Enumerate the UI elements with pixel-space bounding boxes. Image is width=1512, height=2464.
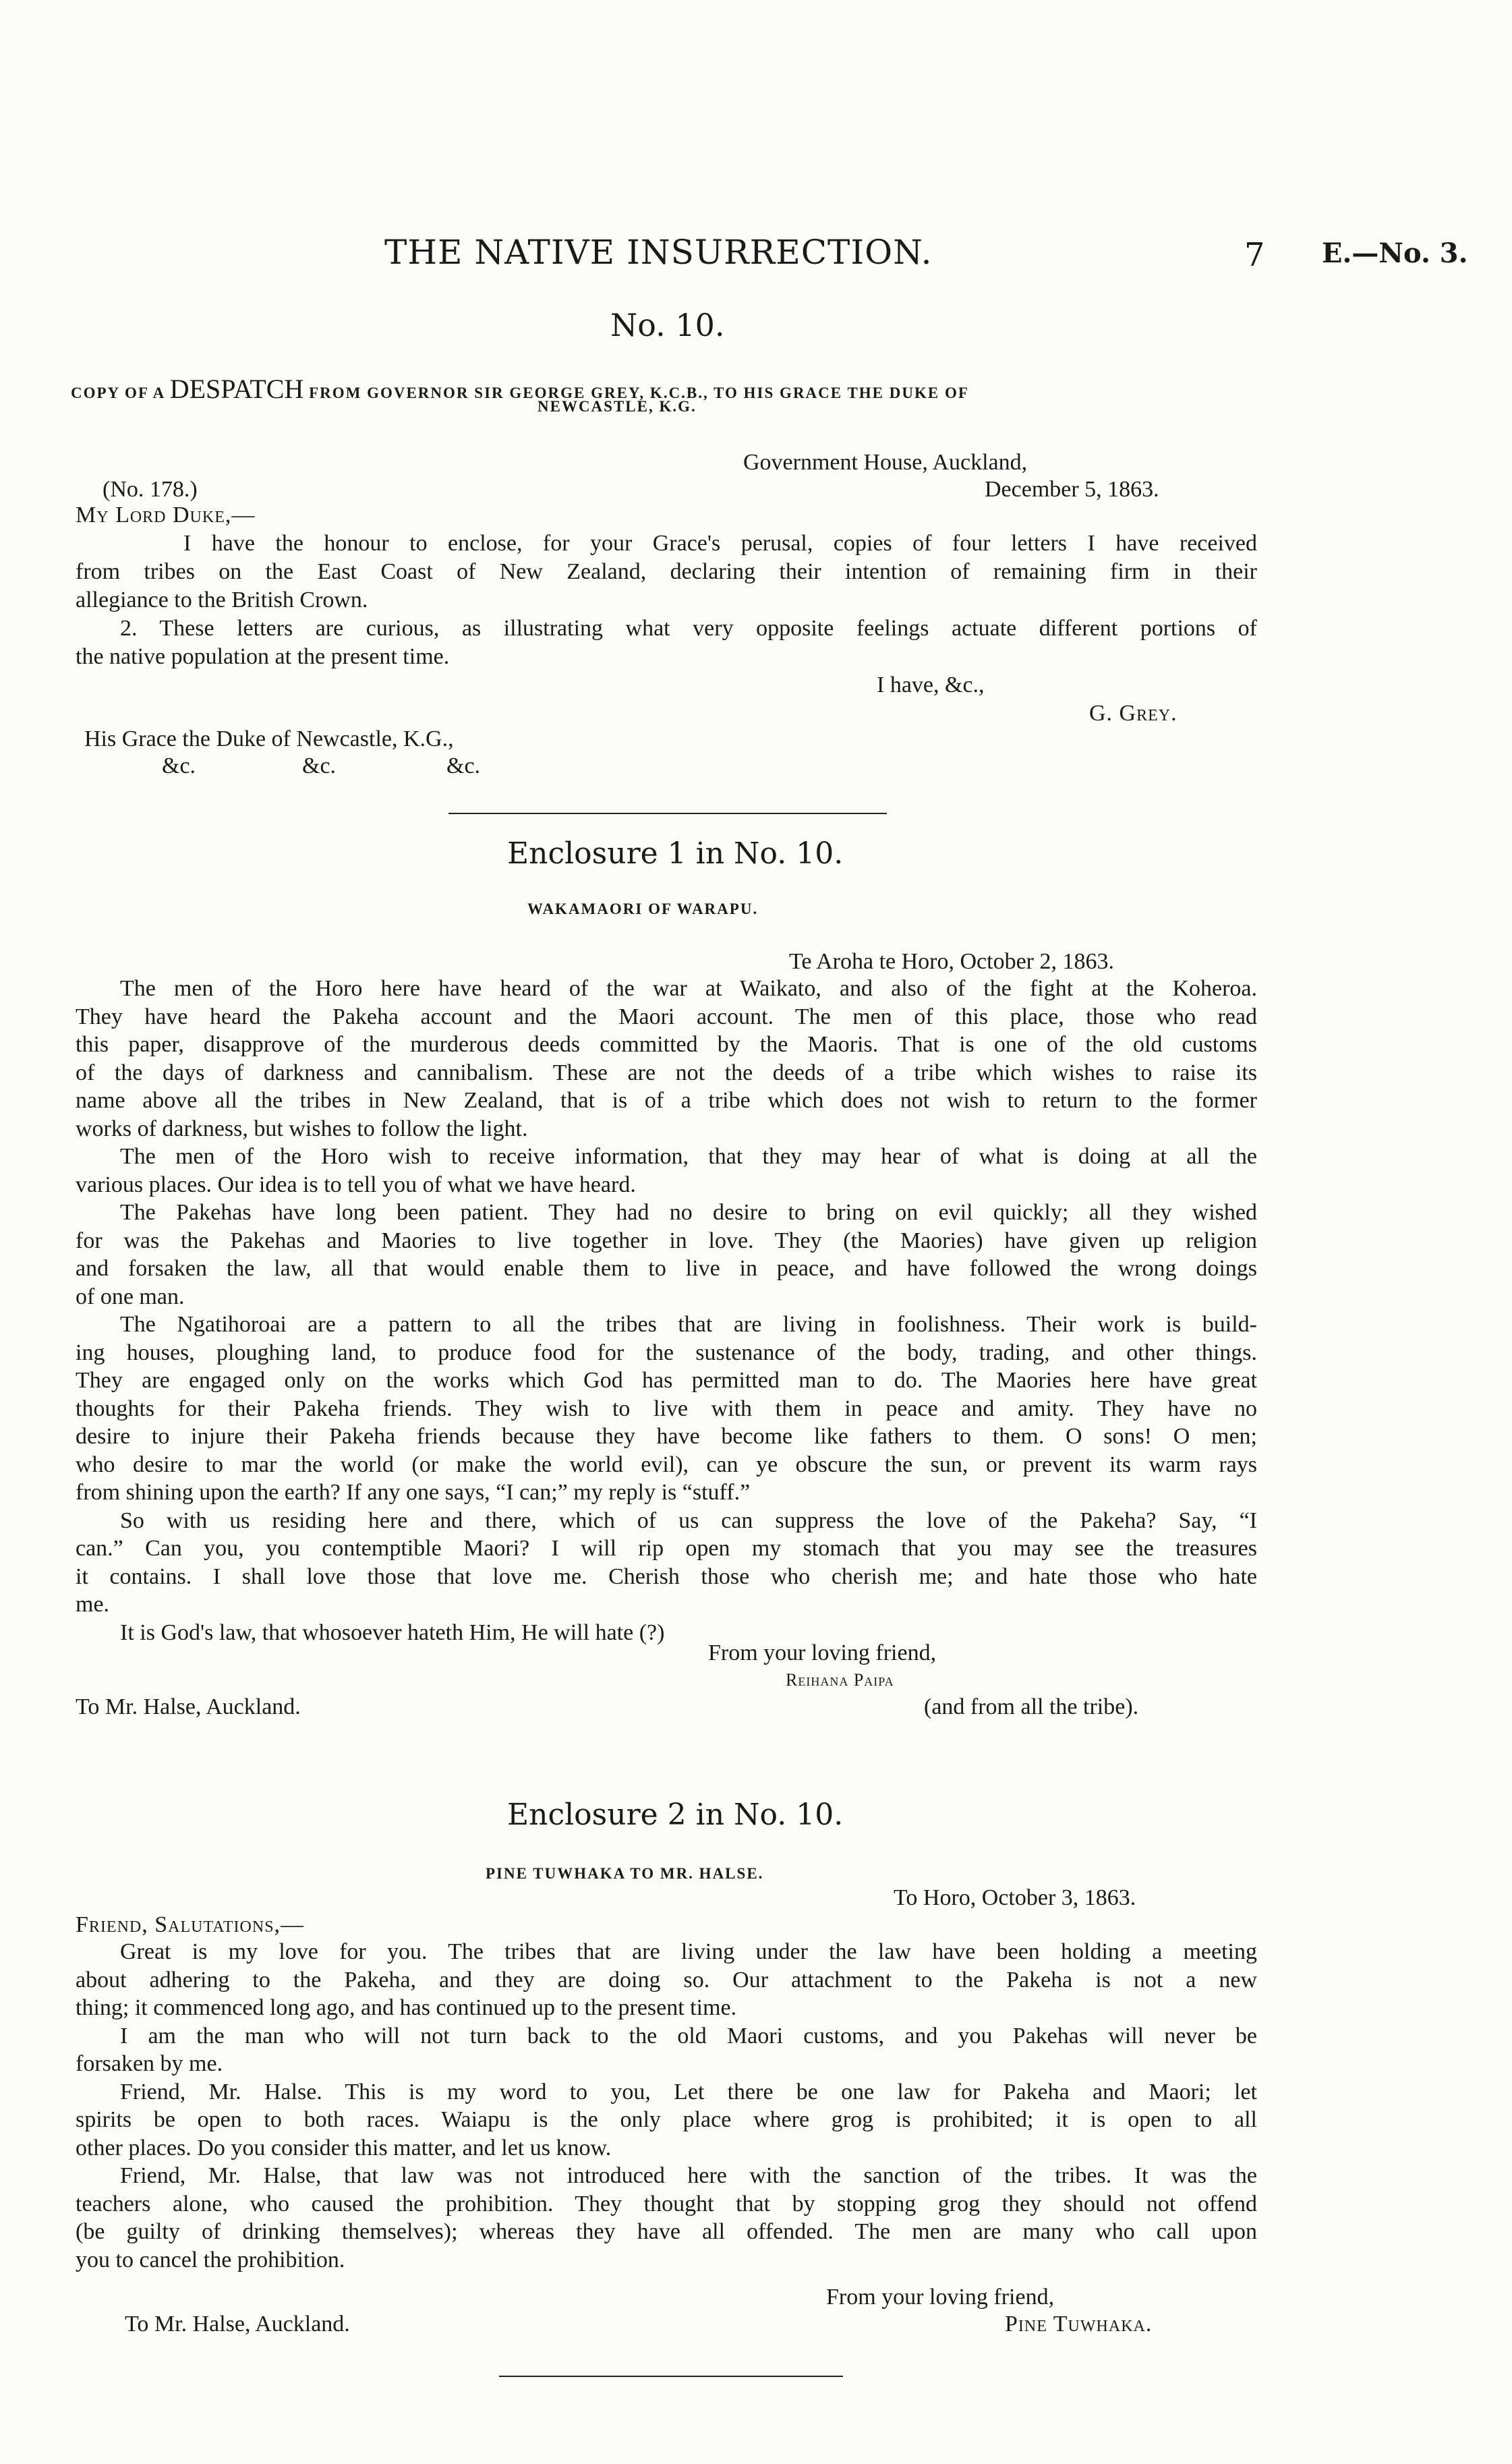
enclosure1-tribe: (and from all the tribe).: [924, 1694, 1139, 1719]
despatch-para1-line: allegiance to the British Crown.: [76, 588, 368, 612]
body-line: spirits be open to both races. Waiapu is the only place where grog is prohibited; it is open to all: [76, 2107, 1257, 2132]
despatch-etc: &c.: [446, 753, 481, 778]
enclosure1-addressee: To Mr. Halse, Auckland.: [76, 1694, 301, 1719]
body-line: teachers alone, who caused the prohibition. They thought that by stopping grog they should not offend: [76, 2191, 1257, 2216]
despatch-closing: I have, &c.,: [877, 672, 985, 697]
enclosure1-subheading: WAKAMAORI OF WARAPU.: [527, 900, 759, 917]
body-line: ing houses, ploughing land, to produce food for the sustenance of the body, trading, and other things.: [76, 1340, 1257, 1365]
despatch-etc: &c.: [302, 753, 337, 778]
despatch-ref: (No. 178.): [103, 477, 198, 502]
enclosure1-dateline: Te Aroha te Horo, October 2, 1863.: [789, 949, 1114, 974]
body-line: desire to injure their Pakeha friends because they have become like fathers to them. O sons! O men;: [76, 1424, 1257, 1449]
enclosure2-addressee: To Mr. Halse, Auckland.: [125, 2312, 350, 2337]
body-line: forsaken by me.: [76, 2051, 223, 2076]
body-line: (be guilty of drinking themselves); whereas they have all offended. The men are many who call upon: [76, 2219, 1257, 2244]
body-line: about adhering to the Pakeha, and they are doing so. Our attachment to the Pakeha is not a new: [76, 1967, 1257, 1993]
body-line: So with us residing here and there, which of us can suppress the love of the Pakeha? Say, “I: [120, 1508, 1257, 1533]
body-line: can.” Can you, you contemptible Maori? I will rip open my stomach that you may see the treasures: [76, 1536, 1257, 1561]
section-divider: [448, 813, 887, 814]
despatch-number: No. 10.: [610, 307, 725, 343]
body-line: Friend, Mr. Halse, that law was not introduced here with the sanction of the tribes. It was the: [120, 2163, 1257, 2188]
body-line: It is God's law, that whosoever hateth Him, He will hate (?): [120, 1620, 665, 1645]
caption-rest: FROM GOVERNOR SIR GEORGE GREY, K.C.B., TO HIS GRACE THE DUKE OF: [309, 384, 969, 401]
caption-prefix: COPY OF A: [71, 384, 165, 401]
body-line: various places. Our idea is to tell you of what we have heard.: [76, 1172, 636, 1197]
caption-despatch: DESPATCH: [169, 374, 304, 404]
body-line: Great is my love for you. The tribes that are living under the law have been holding a meeting: [120, 1939, 1257, 1964]
despatch-para2-line: the native population at the present time.: [76, 644, 450, 669]
despatch-caption-line2: NEWCASTLE, K.G.: [537, 398, 697, 415]
body-line: The men of the Horo wish to receive information, that they may hear of what is doing at all the: [120, 1144, 1257, 1169]
body-line: works of darkness, but wishes to follow the light.: [76, 1116, 528, 1141]
despatch-caption: [71, 373, 969, 405]
enclosure2-dateline: To Horo, October 3, 1863.: [894, 1885, 1136, 1910]
page-number: 7: [1244, 236, 1265, 274]
despatch-date: December 5, 1863.: [985, 477, 1159, 502]
body-line: this paper, disapprove of the murderous deeds committed by the Maoris. That is one of the old customs: [76, 1032, 1257, 1057]
body-line: They have heard the Pakeha account and the Maori account. The men of this place, those who read: [76, 1004, 1257, 1029]
body-line: name above all the tribes in New Zealand, that is of a tribe which does not wish to return to the former: [76, 1088, 1257, 1113]
body-line: thoughts for their Pakeha friends. They wish to live with them in peace and amity. They have no: [76, 1396, 1257, 1421]
running-head-title: THE NATIVE INSURRECTION.: [384, 233, 933, 272]
despatch-signature: G. Grey.: [1089, 701, 1177, 726]
despatch-para2-line: 2. These letters are curious, as illustrating what very opposite feelings actuate different portions of: [120, 616, 1257, 641]
body-line: The Ngatihoroai are a pattern to all the tribes that are living in foolishness. Their work is build-: [120, 1312, 1257, 1337]
body-line: The men of the Horo here have heard of the war at Waikato, and also of the fight at the Koheroa.: [120, 976, 1257, 1001]
body-line: of one man.: [76, 1284, 185, 1309]
enclosure2-signature: Pine Tuwhaka.: [1005, 2312, 1153, 2337]
body-line: thing; it commenced long ago, and has continued up to the present time.: [76, 1995, 737, 2020]
enclosure1-signature: Reihana Paipa: [786, 1670, 894, 1690]
despatch-place: Government House, Auckland,: [743, 450, 1028, 475]
despatch-para1-line: I have the honour to enclose, for your Grace's perusal, copies of four letters I have received: [183, 531, 1257, 556]
body-line: who desire to mar the world (or make the world evil), can ye obscure the sun, or prevent its warm rays: [76, 1452, 1257, 1477]
body-line: from shining upon the earth? If any one says, “I can;” my reply is “stuff.”: [76, 1480, 751, 1505]
body-line: The Pakehas have long been patient. They had no desire to bring on evil quickly; all they wished: [120, 1200, 1257, 1225]
enclosure2-closing: From your loving friend,: [826, 2285, 1055, 2310]
body-line: other places. Do you consider this matter, and let us know.: [76, 2135, 612, 2160]
body-line: and forsaken the law, all that would enable them to live in peace, and have followed the wrong doings: [76, 1256, 1257, 1281]
body-line: you to cancel the prohibition.: [76, 2247, 345, 2272]
enclosure2-subheading: PINE TUWHAKA TO MR. HALSE.: [486, 1865, 764, 1882]
body-line: for was the Pakehas and Maories to live together in love. They (the Maories) have given up religion: [76, 1228, 1257, 1253]
enclosure2-heading: Enclosure 2 in No. 10.: [507, 1798, 844, 1832]
document-reference: E.—No. 3.: [1322, 237, 1468, 269]
body-line: of the days of darkness and cannibalism. These are not the deeds of a tribe which wishes to raise its: [76, 1060, 1257, 1085]
body-line: me.: [76, 1592, 110, 1617]
despatch-etc: &c.: [162, 753, 196, 778]
end-rule: [499, 2376, 843, 2377]
enclosure2-salutation: Friend, Salutations,—: [76, 1912, 305, 1937]
body-line: it contains. I shall love those that love me. Cherish those who cherish me; and hate those who hate: [76, 1564, 1257, 1589]
despatch-addressee: His Grace the Duke of Newcastle, K.G.,: [84, 726, 454, 751]
enclosure1-heading: Enclosure 1 in No. 10.: [507, 836, 844, 871]
body-line: They are engaged only on the works which God has permitted man to do. The Maories here have great: [76, 1368, 1257, 1393]
body-line: Friend, Mr. Halse. This is my word to you, Let there be one law for Pakeha and Maori; let: [120, 2079, 1257, 2104]
enclosure1-closing: From your loving friend,: [708, 1640, 937, 1665]
body-line: I am the man who will not turn back to the old Maori customs, and you Pakehas will never be: [120, 2023, 1257, 2048]
despatch-salutation: My Lord Duke,—: [76, 503, 256, 527]
despatch-para1-line: from tribes on the East Coast of New Zealand, declaring their intention of remaining firm in their: [76, 559, 1257, 584]
